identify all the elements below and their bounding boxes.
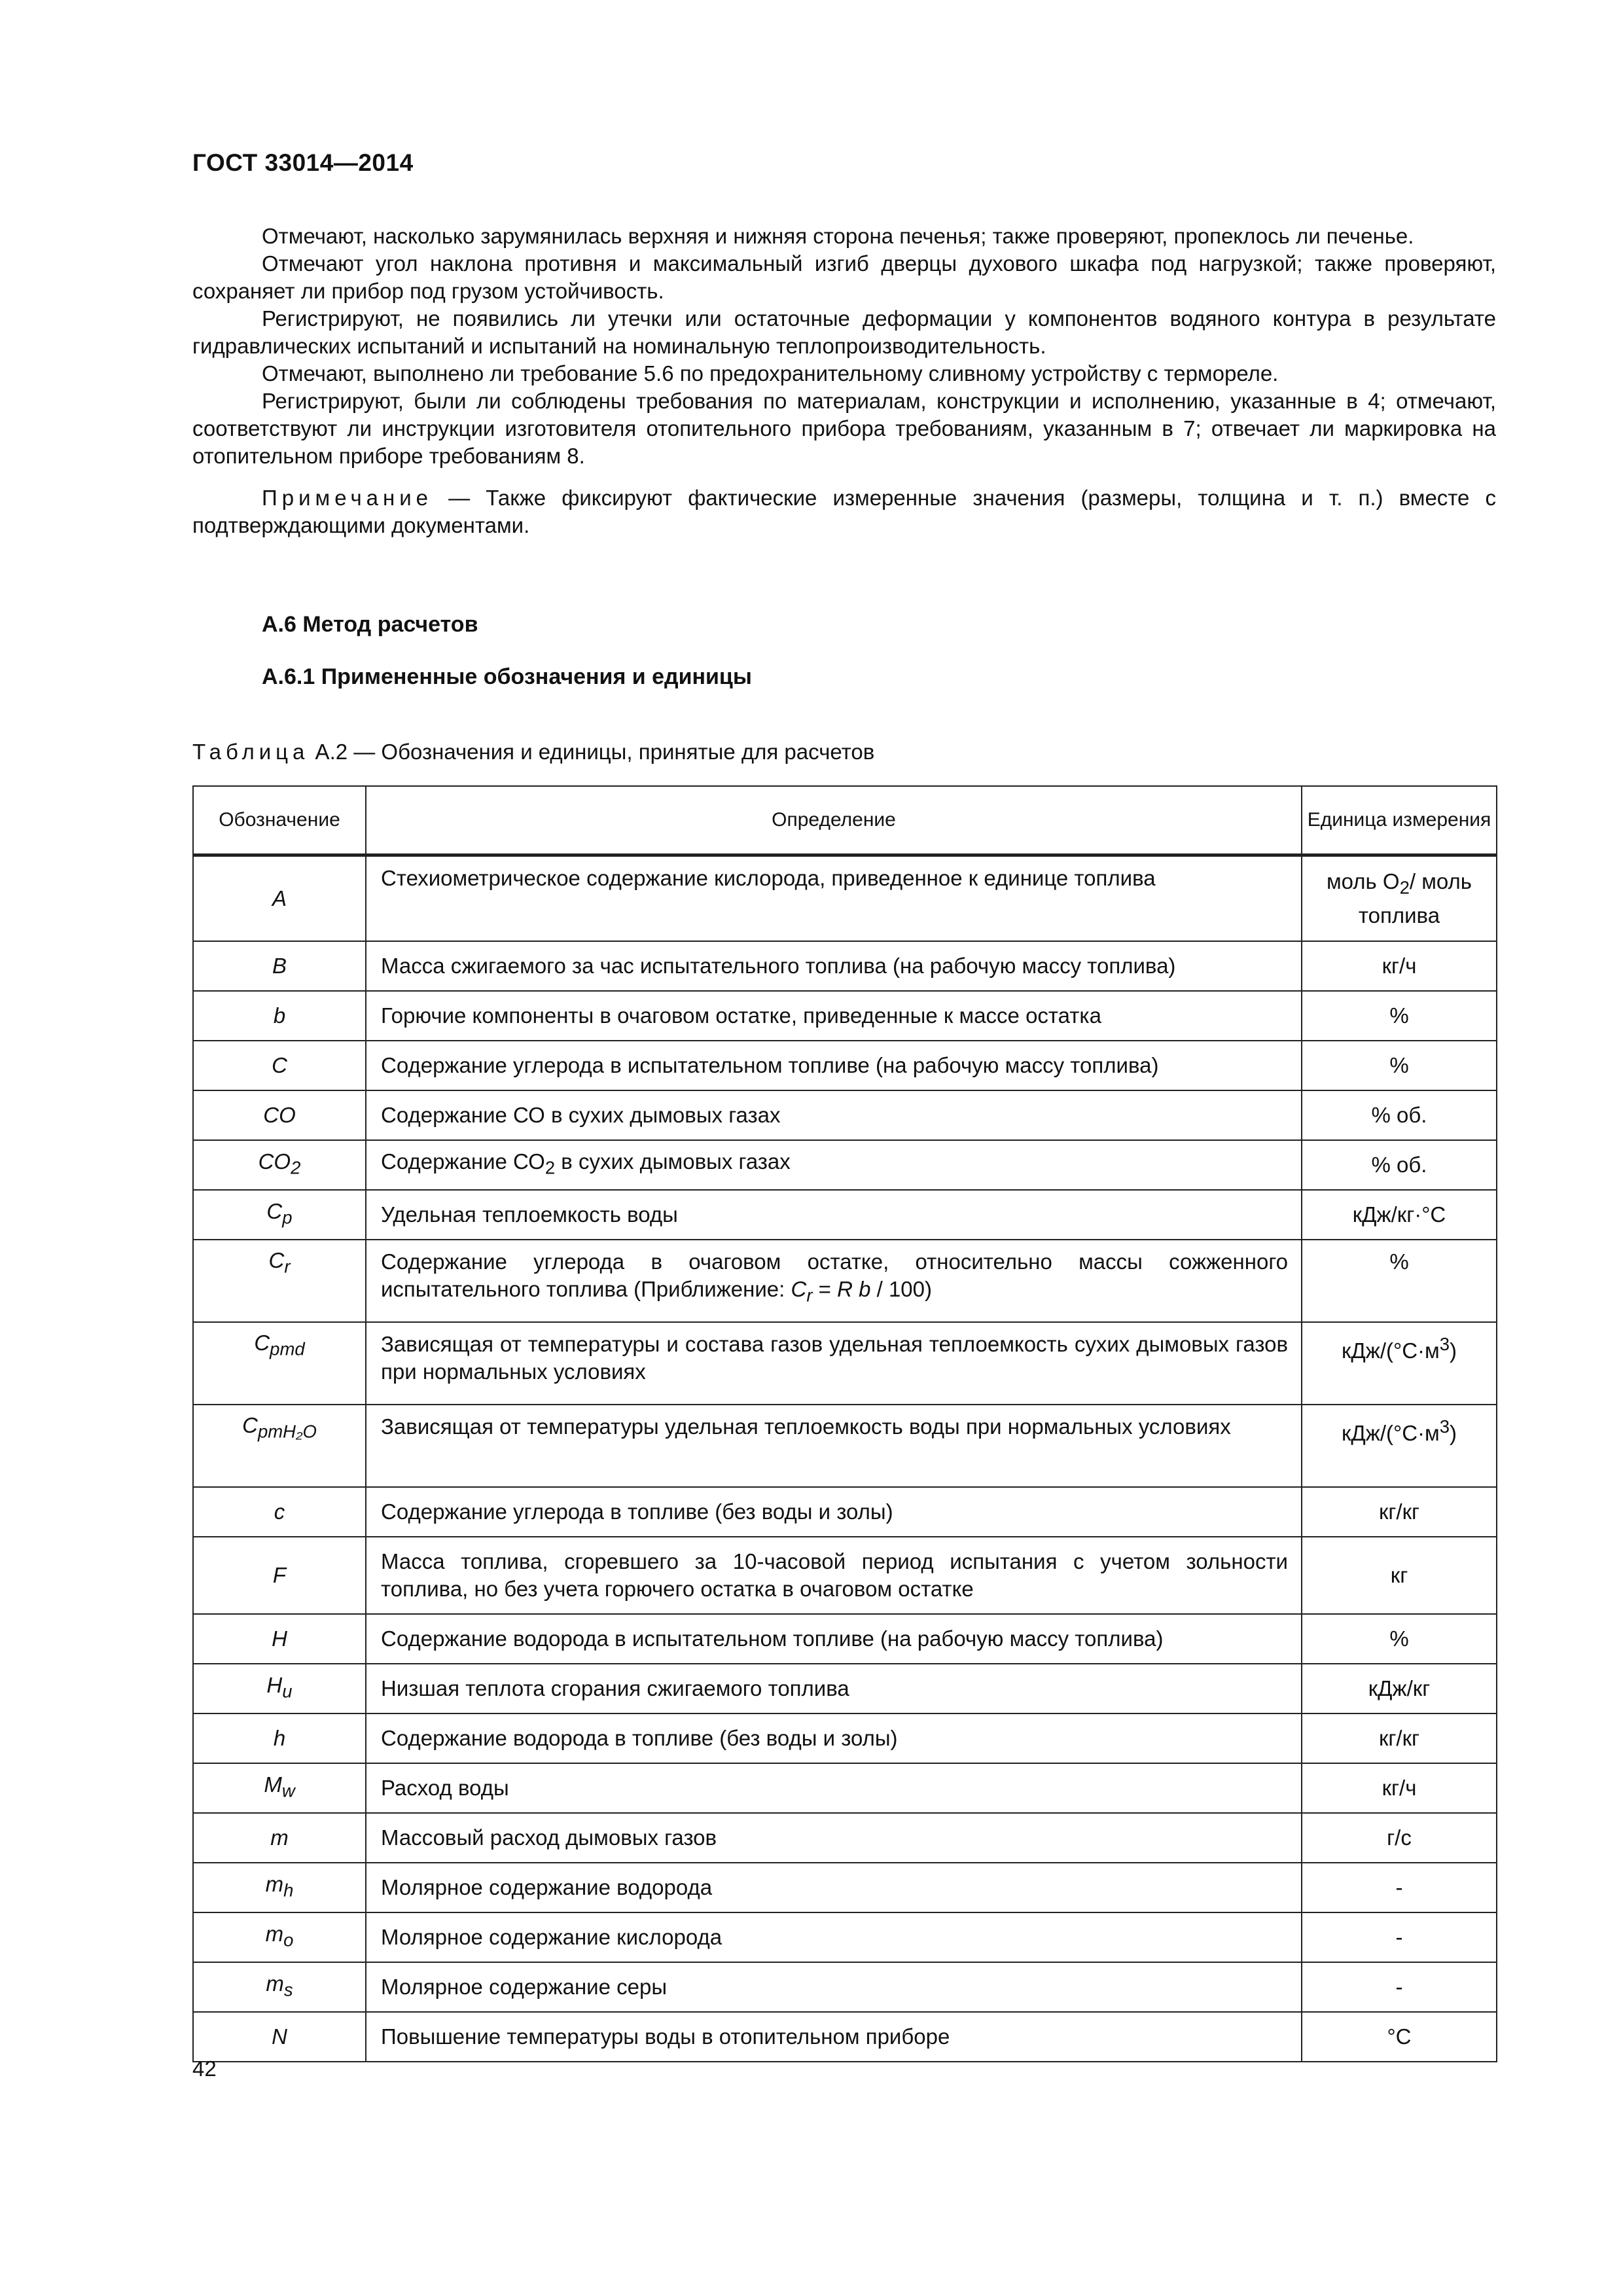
symbol-text: h (273, 1726, 286, 1750)
body-text (192, 223, 1496, 539)
definition-cell: Повышение температуры воды в отопительном приборе (366, 2012, 1302, 2062)
unit-cell: - (1302, 1912, 1497, 1962)
note-label: Примечание (262, 486, 433, 510)
document-header: ГОСТ 33014—2014 (192, 149, 414, 176)
paragraph: Отмечают угол наклона противня и максимальный изгиб дверцы духового шкафа под нагрузкой; также проверяют, сохраняет ли прибор под грузом устойчивость. (192, 251, 1496, 303)
symbol-subscript: o (283, 1929, 294, 1950)
unit-cell: моль $O_2/$ моль топлива (1302, 855, 1497, 942)
symbol-text: C (268, 1248, 285, 1272)
symbol-cell (193, 1664, 366, 1713)
symbol-cell (193, 1140, 366, 1190)
symbol-text: N (272, 2024, 287, 2049)
symbol-cell (193, 1537, 366, 1614)
section-heading-a61: А.6.1 Примененные обозначения и единицы (262, 664, 752, 689)
table-row (193, 1614, 1497, 1664)
symbol-cell (193, 1763, 366, 1813)
unit-cell: кДж/$(^\circ С\cdot м^3)$ (1302, 1322, 1497, 1405)
column-header-unit: Единица измерения (1302, 786, 1497, 855)
table-row (193, 1863, 1497, 1912)
symbol-text: C (254, 1331, 270, 1355)
symbol-subscript: 2 (291, 1157, 301, 1178)
table-row (193, 1405, 1497, 1487)
paragraph: Регистрируют, не появились ли утечки или остаточные деформации у компонентов водяного контура в результате гидравлических испытаний и испытаний на номинальную теплопроизводительность. (192, 306, 1496, 358)
table-caption-label: Таблица (192, 740, 310, 764)
symbol-text: CO (258, 1149, 291, 1174)
unit-cell: °С (1302, 2012, 1497, 2062)
definition-cell: Содержание водорода в топливе (без воды и золы) (366, 1713, 1302, 1763)
table-row (193, 1912, 1497, 1962)
table-row (193, 1713, 1497, 1763)
definition-cell: Зависящая от температуры удельная теплоемкость воды при нормальных условиях (366, 1405, 1302, 1487)
symbol-subscript: w (281, 1780, 295, 1801)
symbol-cell (193, 1487, 366, 1537)
table-row (193, 1763, 1497, 1813)
symbol-cell (193, 1240, 366, 1322)
table-row (193, 1140, 1497, 1190)
symbol-cell (193, 1713, 366, 1763)
unit-cell: кг/кг (1302, 1487, 1497, 1537)
table-header-row (193, 786, 1497, 855)
unit-cell: % (1302, 991, 1497, 1041)
symbol-cell (193, 1405, 366, 1487)
note-paragraph (192, 484, 1496, 539)
symbol-subscript: u (282, 1681, 293, 1702)
unit-cell: % (1302, 1041, 1497, 1090)
table-row (193, 941, 1497, 991)
symbols-table (192, 785, 1497, 2062)
symbol-text: CO (263, 1103, 296, 1127)
definition-cell: Содержание углерода в топливе (без воды и золы) (366, 1487, 1302, 1537)
symbol-text: m (266, 1971, 284, 1996)
unit-cell: кг (1302, 1537, 1497, 1614)
symbol-subscript: pmH₂O (257, 1421, 317, 1442)
symbol-subscript: r (284, 1256, 291, 1277)
symbol-cell (193, 855, 366, 942)
symbol-text: m (265, 1922, 284, 1946)
definition-cell: Содержание углерода в очаговом остатке, относительно массы сожженного испытательного топлива (Приближение: $C_r = R$ b / 100) (366, 1240, 1302, 1322)
symbol-text: m (265, 1872, 284, 1897)
symbol-text: A (272, 886, 287, 910)
definition-cell: Содержание $СО_2$ в сухих дымовых газах (366, 1140, 1302, 1190)
page-number: 42 (192, 2056, 217, 2081)
table-caption-text: А.2 — Обозначения и единицы, принятые для расчетов (309, 740, 875, 764)
definition-cell: Молярное содержание серы (366, 1962, 1302, 2012)
symbol-cell (193, 991, 366, 1041)
symbol-subscript: pmd (270, 1338, 305, 1359)
unit-cell: - (1302, 1863, 1497, 1912)
definition-cell: Стехиометрическое содержание кислорода, приведенное к единице топлива (366, 855, 1302, 942)
column-header-definition: Определение (366, 786, 1302, 855)
definition-cell: Содержание водорода в испытательном топливе (на рабочую массу топлива) (366, 1614, 1302, 1664)
table-row (193, 1487, 1497, 1537)
unit-cell: % об. (1302, 1140, 1497, 1190)
unit-cell: кДж/кг (1302, 1664, 1497, 1713)
symbol-cell (193, 1912, 366, 1962)
symbol-cell (193, 1090, 366, 1140)
symbol-subscript: s (283, 1979, 293, 2000)
symbol-cell (193, 1041, 366, 1090)
paragraph: Отмечают, насколько зарумянилась верхняя и нижняя сторона печенья; также проверяют, пропеклось ли печенье. (262, 224, 1414, 248)
definition-cell: Низшая теплота сгорания сжигаемого топлива (366, 1664, 1302, 1713)
unit-cell: кг/ч (1302, 941, 1497, 991)
symbol-cell (193, 1614, 366, 1664)
symbol-cell (193, 1322, 366, 1405)
paragraph: Отмечают, выполнено ли требование 5.6 по предохранительному сливному устройству с термореле. (262, 361, 1279, 386)
unit-cell: г/с (1302, 1813, 1497, 1863)
table-row (193, 1962, 1497, 2012)
symbol-text: B (272, 954, 287, 978)
definition-cell: Масса сжигаемого за час испытательного топлива (на рабочую массу топлива) (366, 941, 1302, 991)
symbol-text: M (264, 1772, 282, 1797)
definition-cell: Молярное содержание водорода (366, 1863, 1302, 1912)
symbol-subscript: p (282, 1207, 293, 1228)
table-row (193, 855, 1497, 942)
symbol-text: C (272, 1053, 287, 1077)
symbol-text: C (266, 1199, 283, 1224)
symbol-text: m (270, 1825, 289, 1850)
symbol-text: F (272, 1563, 287, 1587)
unit-cell: кДж/$(^\circ С\cdot м^3)$ (1302, 1405, 1497, 1487)
symbol-cell (193, 2012, 366, 2062)
table-caption (192, 740, 874, 764)
section-heading-a6: А.6 Метод расчетов (262, 612, 478, 637)
table-row (193, 1090, 1497, 1140)
symbol-cell (193, 1813, 366, 1863)
table-row (193, 1041, 1497, 1090)
table-row (193, 2012, 1497, 2062)
symbol-text: b (273, 1003, 286, 1028)
unit-cell: % (1302, 1614, 1497, 1664)
table-row (193, 1322, 1497, 1405)
symbol-cell (193, 1962, 366, 2012)
definition-cell: Расход воды (366, 1763, 1302, 1813)
definition-cell: Массовый расход дымовых газов (366, 1813, 1302, 1863)
table-row (193, 1190, 1497, 1240)
note-text: — Также фиксируют фактические измеренные значения (размеры, толщина и т. п.) вместе с подтверждающими документами. (192, 486, 1496, 537)
paragraph: Регистрируют, были ли соблюдены требования по материалам, конструкции и исполнению, указанные в 4; отмечают, соответствуют ли инструкции изготовителя отопительного прибора требованиям, указанным в 7; отвечает ли маркировка на отопительном приборе требованиям 8. (192, 389, 1496, 468)
unit-cell: кДж/кг·°С (1302, 1190, 1497, 1240)
symbol-text: H (272, 1626, 287, 1651)
definition-cell: Масса топлива, сгоревшего за 10-часовой период испытания с учетом зольности топлива, но без учета горючего остатка в очаговом остатке (366, 1537, 1302, 1614)
table-row (193, 1813, 1497, 1863)
table-row (193, 1240, 1497, 1322)
symbol-cell (193, 1190, 366, 1240)
column-header-symbol: Обозначение (193, 786, 366, 855)
table-row (193, 1664, 1497, 1713)
table-body (193, 855, 1497, 2062)
definition-cell: Горючие компоненты в очаговом остатке, приведенные к массе остатка (366, 991, 1302, 1041)
symbol-text: C (242, 1413, 258, 1437)
unit-cell: кг/ч (1302, 1763, 1497, 1813)
table-row (193, 991, 1497, 1041)
symbol-cell (193, 1863, 366, 1912)
unit-cell: % об. (1302, 1090, 1497, 1140)
definition-cell: Молярное содержание кислорода (366, 1912, 1302, 1962)
definition-cell: Удельная теплоемкость воды (366, 1190, 1302, 1240)
symbol-text: H (266, 1673, 283, 1698)
table-row (193, 1537, 1497, 1614)
symbol-subscript: h (283, 1880, 294, 1901)
symbol-cell (193, 941, 366, 991)
symbol-text: c (274, 1499, 285, 1524)
symbols-table-container (192, 785, 1496, 2062)
unit-cell: % (1302, 1240, 1497, 1322)
definition-cell: Содержание СО в сухих дымовых газах (366, 1090, 1302, 1140)
unit-cell: кг/кг (1302, 1713, 1497, 1763)
unit-cell: - (1302, 1962, 1497, 2012)
definition-cell: Содержание углерода в испытательном топливе (на рабочую массу топлива) (366, 1041, 1302, 1090)
definition-cell: Зависящая от температуры и состава газов удельная теплоемкость сухих дымовых газов при нормальных условиях (366, 1322, 1302, 1405)
